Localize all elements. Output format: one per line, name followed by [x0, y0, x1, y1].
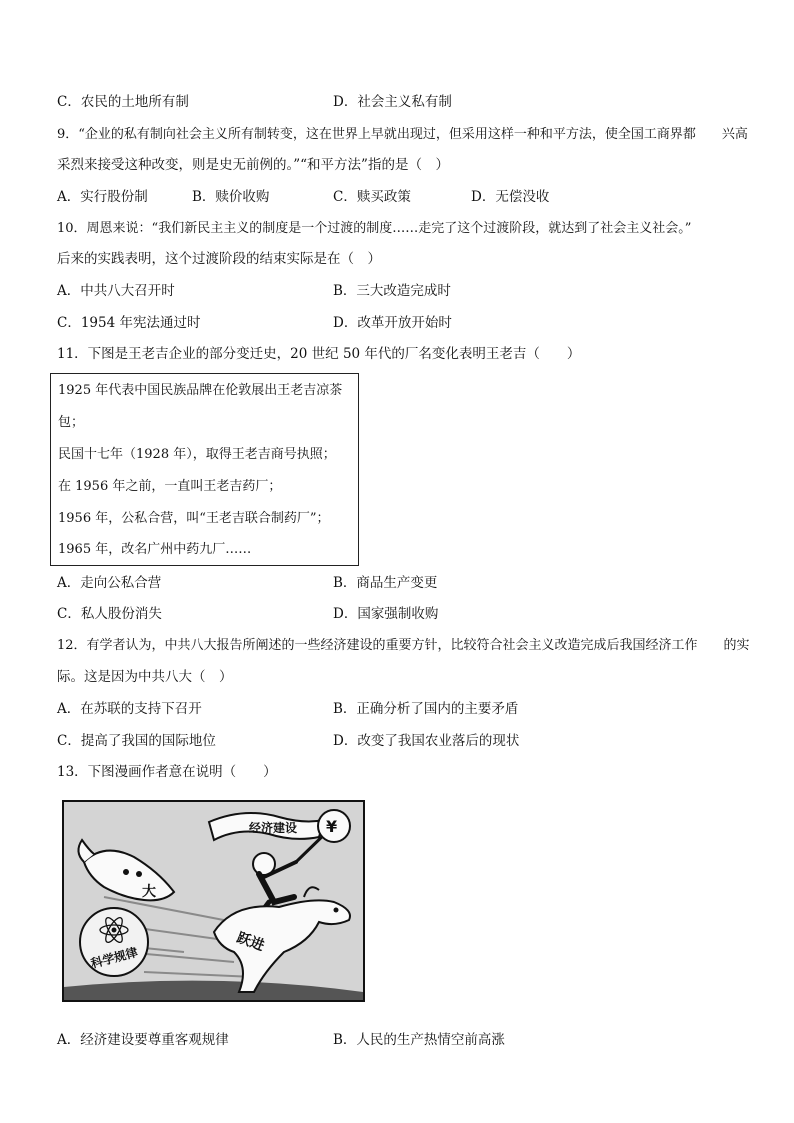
- q8-option-c: C．农民的土地所有制: [57, 94, 189, 110]
- q11-box-line-6: 1965 年，改名广州中药九厂……: [58, 542, 252, 557]
- q9-option-a: A．实行股份制: [57, 189, 148, 205]
- horse-label: 跃进: [234, 929, 267, 955]
- ball-label: 科学规律: [89, 944, 140, 971]
- q11-box-line-3: 民国十七年（1928 年），取得王老吉商号执照；: [58, 447, 336, 462]
- q12-option-d: D．改变了我国农业落后的现状: [333, 733, 520, 749]
- q12-option-c: C．提高了我国的国际地位: [57, 733, 216, 749]
- q11-box-line-2: 包；: [58, 415, 85, 430]
- q13-option-b: B．人民的生产热情空前高涨: [333, 1032, 505, 1048]
- q12-option-b: B．正确分析了国内的主要矛盾: [333, 701, 519, 717]
- q10-option-a: A．中共八大召开时: [57, 283, 175, 299]
- q11-option-d: D．国家强制收购: [333, 606, 439, 622]
- q11-option-c: C．私人股份消失: [57, 606, 162, 622]
- q11-box-line-1: 1925 年代表中国民族品牌在伦敦展出王老吉凉茶: [58, 383, 343, 398]
- q11-option-a: A．走向公私合营: [57, 575, 162, 591]
- q11-stem: 11．下图是王老吉企业的部分变迁史，20 世纪 50 年代的厂名变化表明王老吉（ ）: [57, 346, 581, 362]
- q11-box-line-5: 1956 年，公私合营，叫“王老吉联合制药厂”；: [58, 511, 330, 526]
- q10-option-b: B．三大改造完成时: [333, 283, 451, 299]
- coin-symbol: ¥: [326, 817, 338, 836]
- q10-stem-line2: 后来的实践表明，这个过渡阶段的结束实际是在（ ）: [57, 251, 381, 267]
- q11-box-line-4: 在 1956 年之前，一直叫王老吉药厂；: [58, 479, 282, 494]
- coin-icon: [318, 810, 350, 842]
- q13-option-a: A．经济建设要尊重客观规律: [57, 1032, 229, 1048]
- q10-option-d: D．改革开放开始时: [333, 315, 452, 331]
- q9-stem-line2: 采烈来接受这种改变，则是史无前例的。”“和平方法”指的是（ ）: [57, 157, 449, 173]
- q12-option-a: A．在苏联的支持下召开: [57, 701, 202, 717]
- q10-option-c: C．1954 年宪法通过时: [57, 315, 201, 331]
- q9-stem-line1: 9．“企业的私有制向社会主义所有制转变，这在世界上早就出现过，但采用这样一种和平方法，使全国工商界都 兴高: [57, 127, 748, 142]
- q13-stem: 13．下图漫画作者意在说明（ ）: [57, 764, 277, 780]
- q10-stem-line1: 10．周恩来说：“我们新民主主义的制度是一个过渡的制度……走完了这个过渡阶段，就达到了社会主义社会。”: [57, 221, 692, 236]
- q12-stem-line2: 际。这是因为中共八大（ ）: [57, 669, 233, 685]
- ghost-label: 大: [142, 884, 156, 900]
- q8-option-d: D．社会主义私有制: [333, 94, 452, 110]
- q11-material-box: [50, 373, 359, 566]
- great-leap-cartoon: [62, 800, 365, 1002]
- q9-option-c: C．赎买政策: [333, 189, 411, 205]
- science-ball: [80, 908, 148, 976]
- q11-option-b: B．商品生产变更: [333, 575, 438, 591]
- q9-option-b: B．赎价收购: [192, 189, 270, 205]
- q12-stem-line1: 12．有学者认为，中共八大报告所阐述的一些经济建设的重要方针，比较符合社会主义改造完成后我国经济工作 的实: [57, 638, 750, 653]
- q9-option-d: D．无偿没收: [471, 189, 550, 205]
- flag-label: 经济建设: [249, 821, 298, 835]
